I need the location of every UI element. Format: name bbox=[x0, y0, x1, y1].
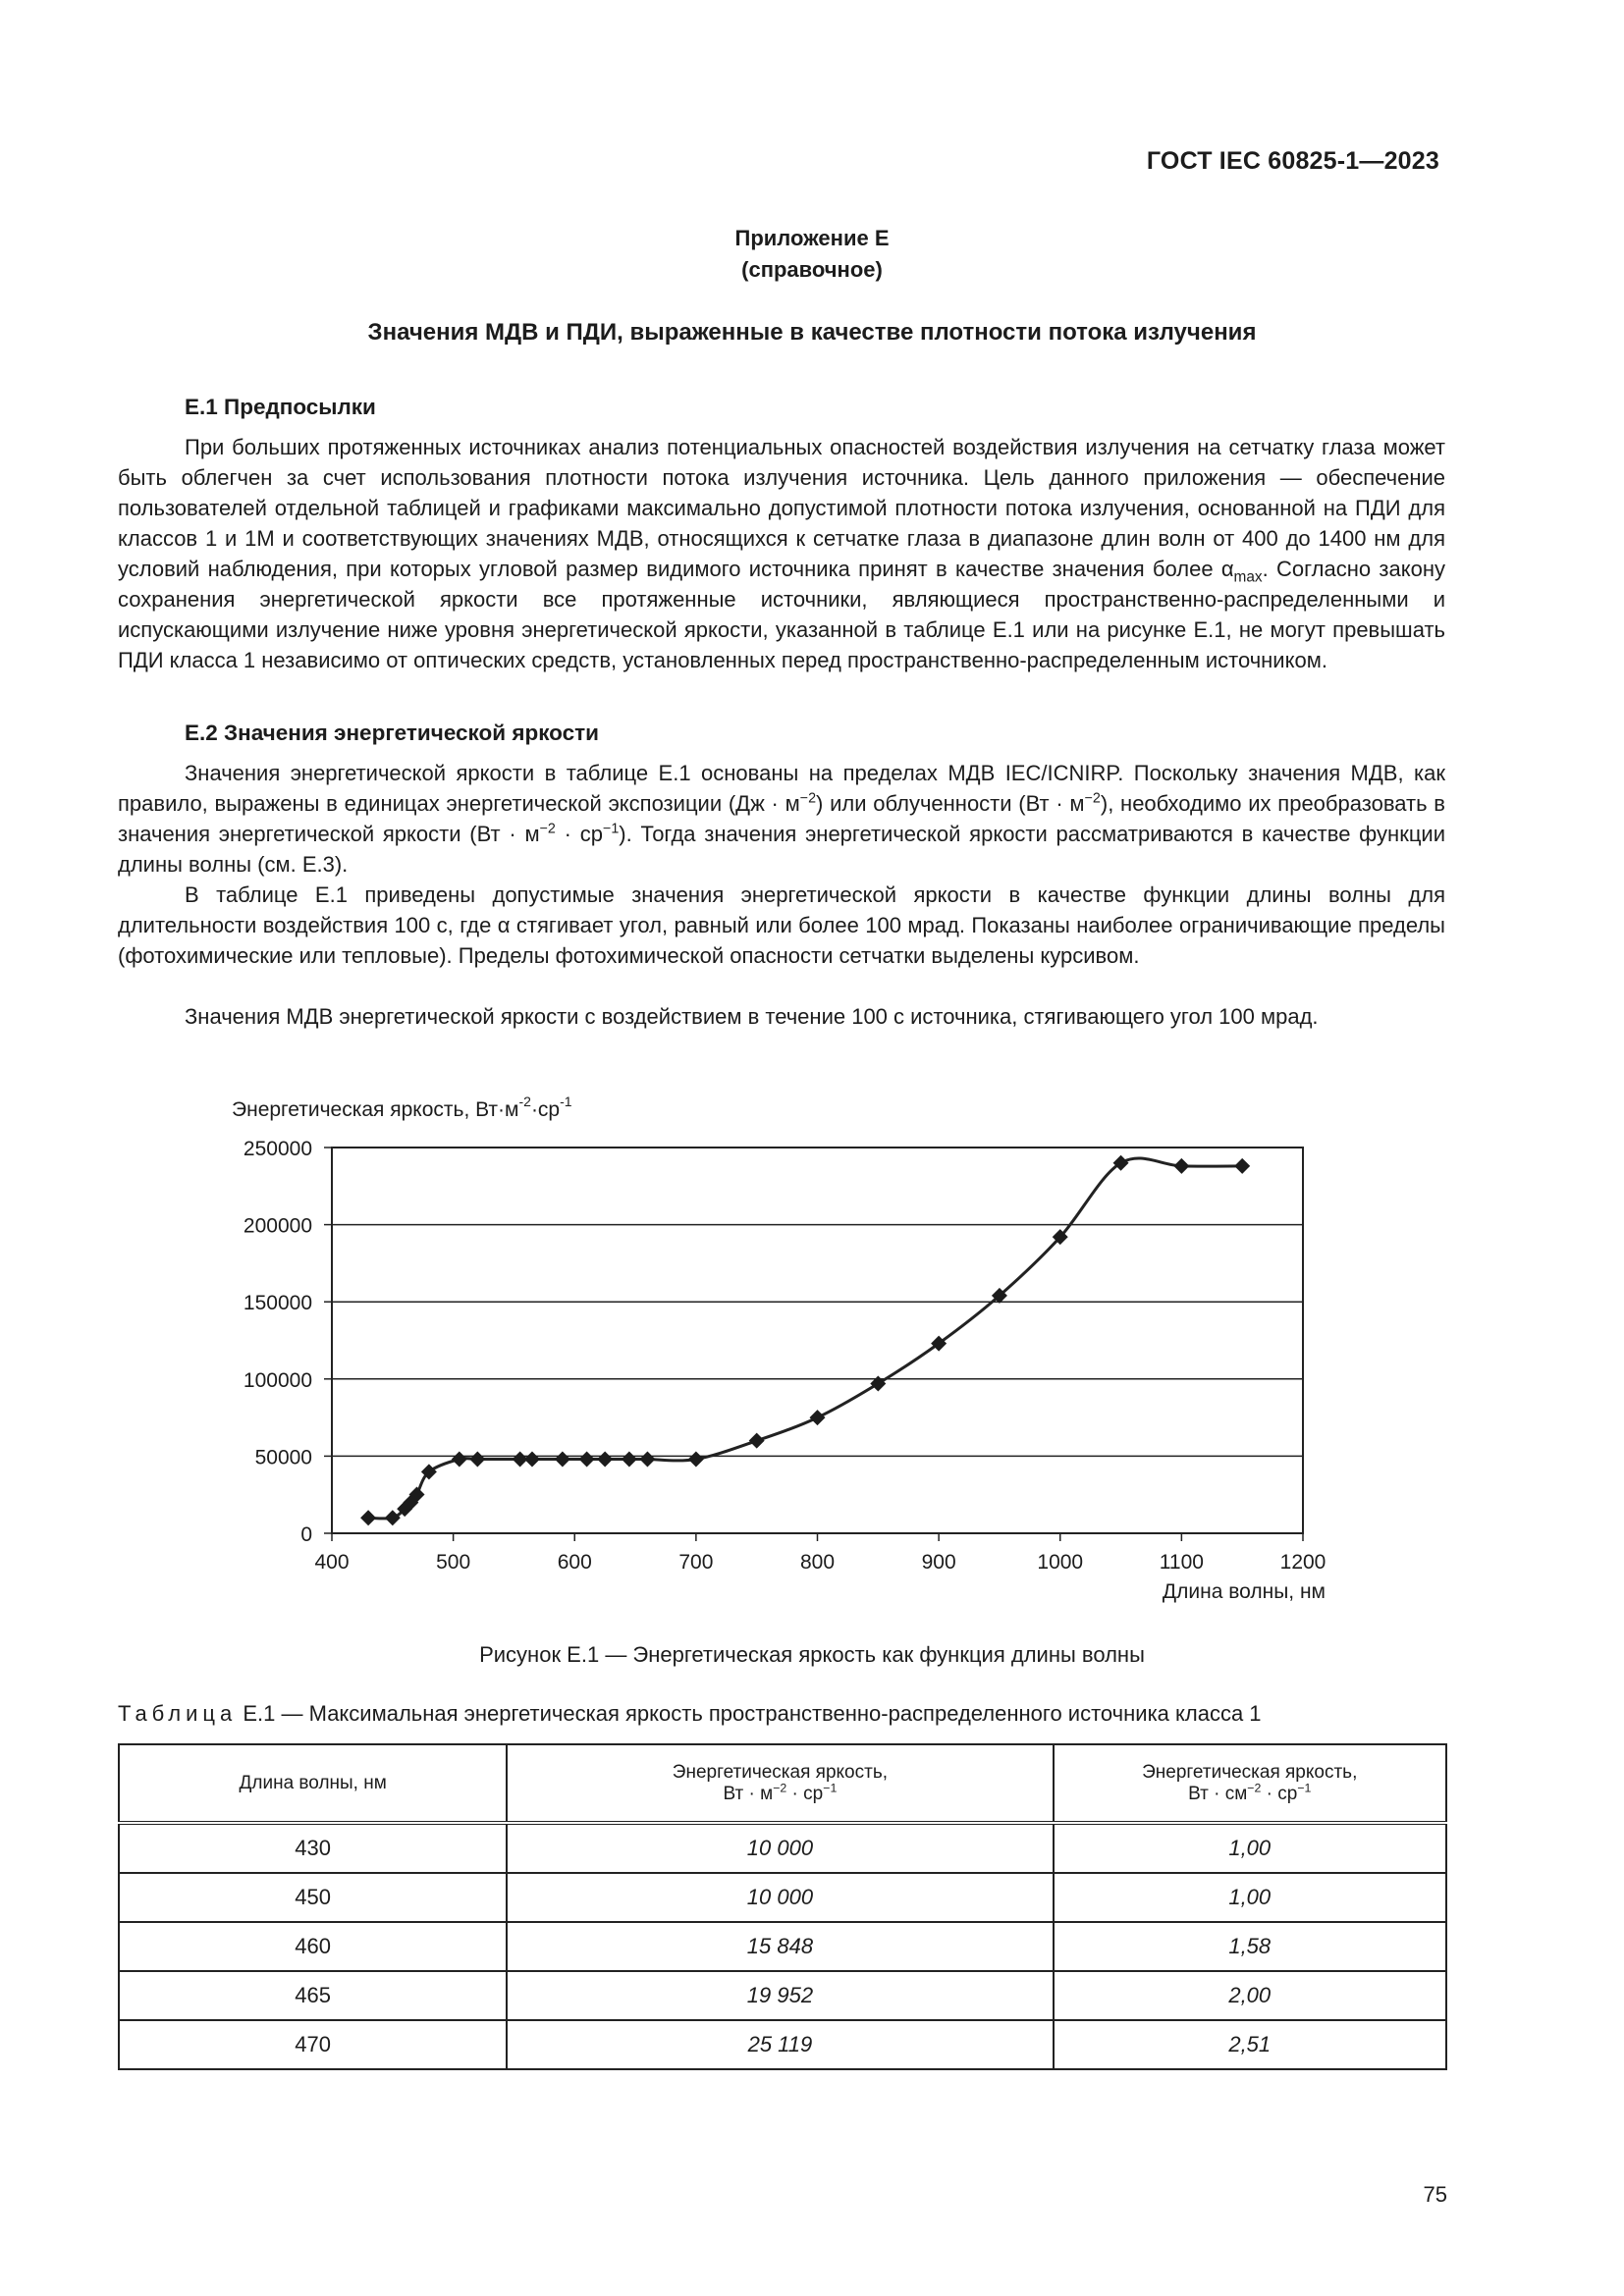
table-header-radiance-m2: Энергетическая яркость, Вт · $м^{-2} \cdot ср^{-1}$ bbox=[507, 1744, 1053, 1823]
chart-data-point bbox=[749, 1433, 765, 1449]
table-header-radiance-cm2: Энергетическая яркость, Вт · $см^{-2} \cdot ср^{-1}$ bbox=[1054, 1744, 1447, 1823]
figure-caption: Рисунок Е.1 — Энергетическая яркость как функция длины волны bbox=[479, 1642, 1145, 1667]
document-header: ГОСТ IEC 60825-1—2023 bbox=[1146, 147, 1439, 175]
paragraph-e2-3: Значения МДВ энергетической яркости с воздействием в течение 100 с источника, стягивающего угол 100 мрад. bbox=[185, 1004, 1319, 1029]
paragraph-e2-1: Значения энергетической яркости в таблице Е.1 основаны на пределах МДВ IEC/ICNIRP. Поскольку значения МДВ, как правило, выражены в единицах энергетической экспозиции $(Дж \cdot м^{-2})$ или облученности $(Вт \cdot м^{-2})$, необходимо их преобразовать в значения энергетической яркости $(Вт \cdot м^{-2} \cdot ср^{-1})$. Тогда значения энергетической яркости рассматриваются в качестве функции длины волны (см. Е.3). bbox=[118, 761, 1445, 877]
appendix-kind: (справочное) bbox=[741, 257, 883, 282]
page-number: 75 bbox=[1423, 2182, 1447, 2207]
chart-x-tick-label: 800 bbox=[799, 1551, 836, 1574]
table-row bbox=[119, 1971, 1446, 2020]
chart-y-axis-label: Энергетическая яркость, $Вт\cdot м^{-2}\cdot ср^{-1}$ bbox=[232, 1094, 572, 1121]
chart-data-point bbox=[639, 1452, 655, 1468]
chart-data-point bbox=[992, 1288, 1007, 1304]
chart-data-point bbox=[469, 1452, 485, 1468]
chart-data-point bbox=[1234, 1158, 1250, 1174]
table-cell-wavelength: 450 bbox=[119, 1873, 507, 1922]
table-row bbox=[119, 1873, 1446, 1922]
chart-data-point bbox=[360, 1510, 376, 1525]
table-header-wavelength: Длина волны, нм bbox=[119, 1744, 507, 1823]
chart-data-point bbox=[931, 1336, 947, 1352]
chart-data-point bbox=[1173, 1158, 1189, 1174]
chart-x-tick-label: 600 bbox=[557, 1551, 592, 1574]
radiance-table bbox=[118, 1743, 1447, 2070]
chart-data-point bbox=[579, 1452, 595, 1468]
table-cell-radiance-m2: 15 848 bbox=[507, 1922, 1053, 1971]
chart-y-tick-label: 250000 bbox=[243, 1138, 312, 1160]
table-cell-radiance-m2: 25 119 bbox=[507, 2020, 1053, 2069]
chart-x-tick-label: 700 bbox=[678, 1551, 714, 1574]
paragraph-e2-2: В таблице Е.1 приведены допустимые значения энергетической яркости в качестве функции длины волны для длительности воздействия 100 с, где α стягивает угол, равный или более 100 мрад. Показаны наиболее ограничивающие пределы (фотохимические или тепловые). Пределы фотохимической опасности сетчатки выделены курсивом. bbox=[118, 882, 1445, 968]
chart-y-tick-label: 200000 bbox=[243, 1214, 312, 1238]
chart-y-tick-label: 150000 bbox=[243, 1292, 312, 1315]
chart-data-point bbox=[513, 1452, 528, 1468]
chart-data-point bbox=[555, 1452, 570, 1468]
chart-y-tick-label: 50000 bbox=[254, 1446, 312, 1469]
chart-data-point bbox=[688, 1452, 704, 1468]
table-cell-radiance-cm2: 2,51 bbox=[1054, 2020, 1447, 2069]
table-cell-radiance-cm2: 1,00 bbox=[1054, 1873, 1447, 1922]
table-row bbox=[119, 1922, 1446, 1971]
chart-data-point bbox=[622, 1452, 637, 1468]
section-heading-e1: Е.1 Предпосылки bbox=[185, 395, 376, 419]
chart-plot-frame bbox=[332, 1148, 1303, 1533]
chart-data-point bbox=[870, 1376, 886, 1392]
chart-y-tick-label: 100000 bbox=[243, 1368, 312, 1392]
table-cell-radiance-cm2: 2,00 bbox=[1054, 1971, 1447, 2020]
chart-data-point bbox=[810, 1410, 826, 1425]
alpha-symbol: α bbox=[1220, 557, 1234, 581]
chart-x-tick-label: 1000 bbox=[1037, 1551, 1084, 1574]
table-row bbox=[119, 1823, 1446, 1873]
table-cell-wavelength: 460 bbox=[119, 1922, 507, 1971]
table-header-row bbox=[119, 1744, 1446, 1823]
chart-data-point bbox=[403, 1495, 418, 1511]
chart-x-tick-label: 1100 bbox=[1159, 1551, 1204, 1574]
table-row bbox=[119, 2020, 1446, 2069]
page-title: Значения МДВ и ПДИ, выраженные в качестве плотности потока излучения bbox=[367, 319, 1257, 346]
chart-y-tick-label: 0 bbox=[300, 1523, 312, 1546]
chart-data-point bbox=[421, 1464, 437, 1479]
chart-x-tick-label: 900 bbox=[921, 1551, 956, 1574]
appendix-label: Приложение Е bbox=[734, 226, 890, 250]
table-cell-radiance-cm2: 1,00 bbox=[1054, 1823, 1447, 1873]
table-cell-wavelength: 465 bbox=[119, 1971, 507, 2020]
table-cell-radiance-m2: 10 000 bbox=[507, 1873, 1053, 1922]
section-heading-e2: Е.2 Значения энергетической яркости bbox=[185, 721, 599, 745]
chart-data-point bbox=[409, 1487, 425, 1503]
chart-x-axis-label: Длина волны, нм bbox=[1162, 1580, 1326, 1603]
chart-data-point bbox=[452, 1452, 467, 1468]
chart-data-point bbox=[1113, 1155, 1129, 1171]
chart-data-point bbox=[385, 1510, 401, 1525]
paragraph-e1: При больших протяженных источниках анализ потенциальных опасностей воздействия излучения на сетчатку глаза может быть облегчен за счет использования плотности потока излучения источника. Цель данного приложения — обеспечение пользователей отдельной таблицей и графиками максимально допустимой плотности потока излучения, основанной на ПДИ для классов 1 и 1М и соответствующих значениях МДВ, относящихся к сетчатке глаза в диапазоне длин волн от 400 до 1400 нм для условий наблюдения, при которых угловой размер видимого источника принят в качестве значения более $\alpha_{max}$. Согласно закону сохранения энергетической яркости все протяженные источники, являющиеся пространственно-распределенными и испускающими излучение ниже уровня энергетической яркости, указанной в таблице Е.1 или на рисунке Е.1, не могут превышать ПДИ класса 1 независимо от оптических средств, установленных перед пространственно-распределенным источником. bbox=[118, 435, 1445, 672]
table-cell-radiance-cm2: 1,58 bbox=[1054, 1922, 1447, 1971]
table-cell-wavelength: 470 bbox=[119, 2020, 507, 2069]
chart-x-tick-label: 400 bbox=[314, 1551, 350, 1574]
chart-data-point bbox=[1053, 1229, 1068, 1245]
table-cell-radiance-m2: 19 952 bbox=[507, 1971, 1053, 2020]
table-caption: Таблица Е.1 — Максимальная энергетическая яркость пространственно-распределенного источника класса 1 bbox=[118, 1701, 1262, 1726]
chart-series-line bbox=[368, 1158, 1242, 1519]
table-cell-wavelength: 430 bbox=[119, 1823, 507, 1873]
chart-x-tick-label: 500 bbox=[436, 1551, 471, 1574]
chart-data-point bbox=[524, 1452, 540, 1468]
chart-x-tick-label: 1200 bbox=[1279, 1551, 1326, 1574]
chart-data-point bbox=[397, 1501, 412, 1517]
table-cell-radiance-m2: 10 000 bbox=[507, 1823, 1053, 1873]
chart-data-point bbox=[597, 1452, 613, 1468]
